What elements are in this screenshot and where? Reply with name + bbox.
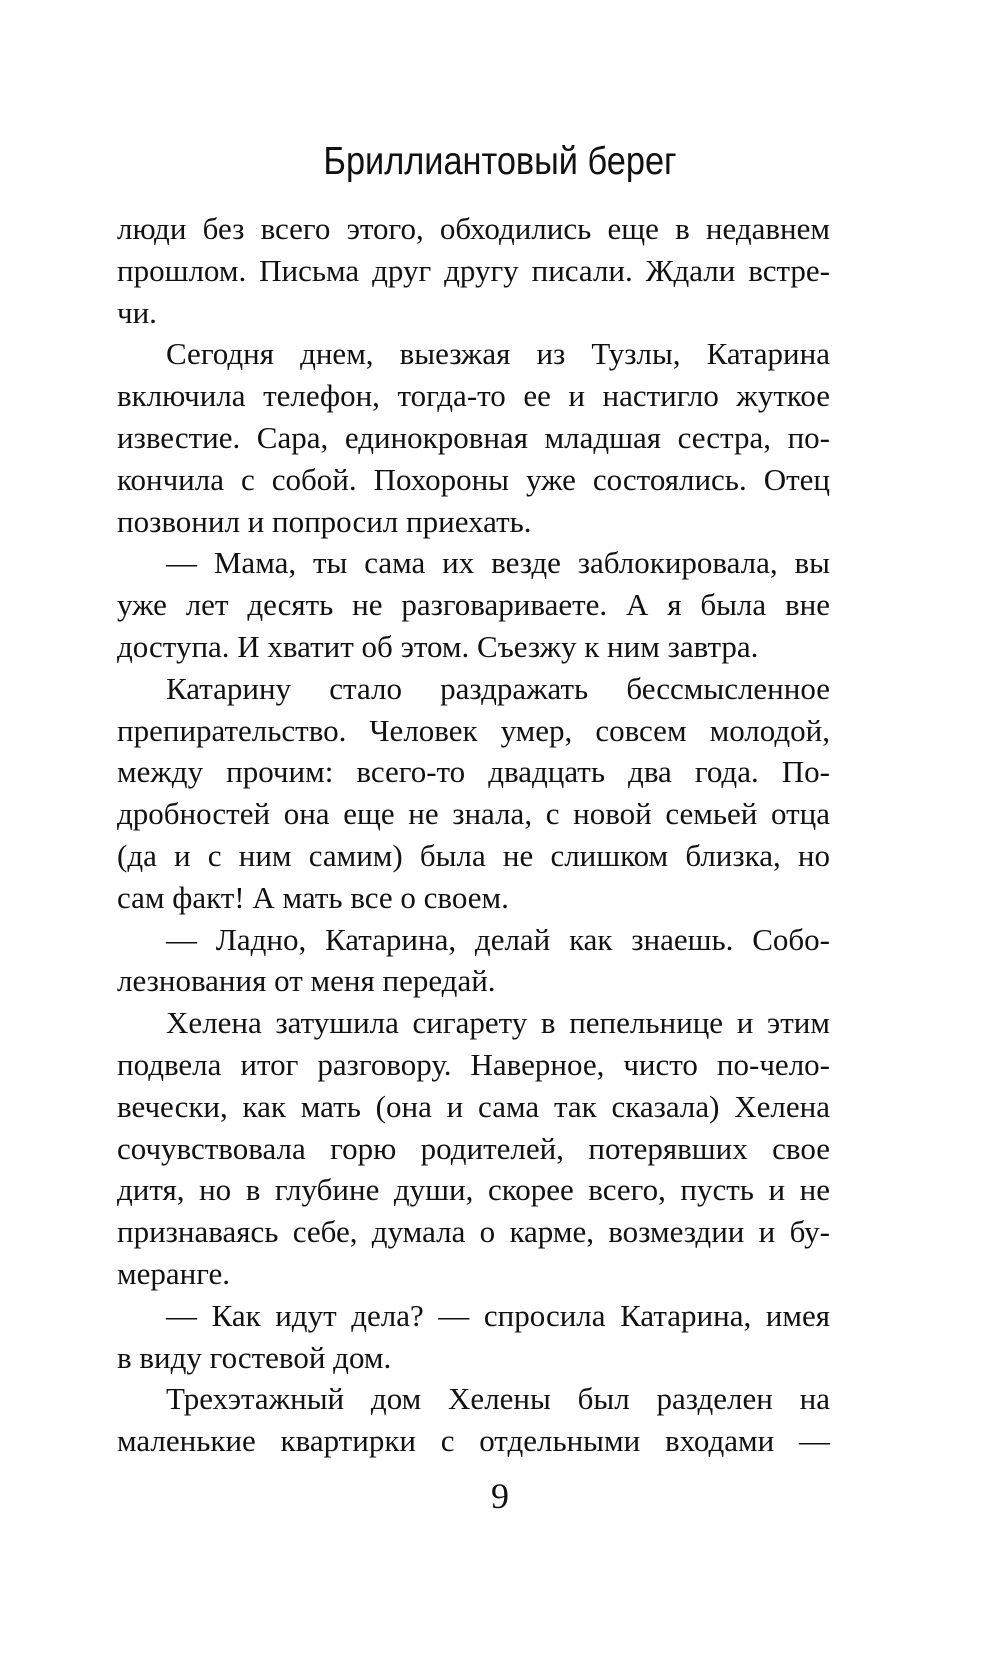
page-number: 9: [491, 1476, 509, 1516]
text-line: дитя, но в глубине души, скорее всего, пусть и не: [117, 1172, 830, 1208]
text-line: Катарину стало раздражать бессмысленное: [166, 670, 830, 706]
text-line: доступа. И хватит об этом. Съезжу к ним завтра.: [117, 628, 759, 664]
text-line: известие. Сара, единокровная младшая сестра, по-: [117, 419, 830, 455]
text-line: Хелена затушила сигарету в пепельнице и этим: [166, 1005, 830, 1041]
text-line: маленькие квартирки с отдельными входами —: [117, 1423, 830, 1459]
body-text: [117, 208, 830, 1462]
text-line: сам факт! А мать все о своем.: [117, 879, 509, 915]
text-line: сочувствовала горю родителей, потерявших свое: [117, 1130, 830, 1166]
text-line: — Как идут дела? — спросила Катарина, имея: [166, 1297, 830, 1333]
text-line: подвела итог разговору. Наверное, чисто по-чело-: [117, 1046, 830, 1082]
text-line: между прочим: всего-то двадцать два года. По-: [117, 754, 830, 790]
text-line: меранге.: [117, 1255, 231, 1291]
text-line: Сегодня днем, выезжая из Тузлы, Катарина: [166, 336, 830, 372]
text-line: уже лет десять не разговариваете. А я была вне: [117, 587, 830, 623]
running-head: Бриллиантовый берег: [323, 140, 677, 183]
text-line: признаваясь себе, думала о карме, возмездии и бу-: [117, 1214, 830, 1250]
text-line: прошлом. Письма друг другу писали. Ждали встре-: [117, 252, 830, 288]
text-line: Трехэтажный дом Хелены был разделен на: [166, 1381, 830, 1417]
text-line: в виду гостевой дом.: [117, 1339, 392, 1375]
text-line: (да и с ним самим) была не слишком близка, но: [117, 837, 830, 873]
text-line: вечески, как мать (она и сама так сказала) Хелена: [117, 1088, 830, 1124]
text-line: — Ладно, Катарина, делай как знаешь. Собо-: [166, 921, 830, 957]
text-line: кончила с собой. Похороны уже состоялись. Отец: [117, 461, 830, 497]
text-line: включила телефон, тогда-то ее и настигло жуткое: [117, 378, 830, 414]
text-line: позвонил и попросил приехать.: [117, 503, 532, 539]
text-line: люди без всего этого, обходились еще в недавнем: [117, 211, 830, 246]
text-line: лезнования от меня передай.: [117, 963, 496, 999]
text-line: дробностей она еще не знала, с новой семьей отца: [117, 796, 830, 832]
text-line: препирательство. Человек умер, совсем молодой,: [117, 712, 830, 748]
text-line: чи.: [117, 294, 157, 330]
text-line: — Мама, ты сама их везде заблокировала, вы: [166, 545, 830, 581]
